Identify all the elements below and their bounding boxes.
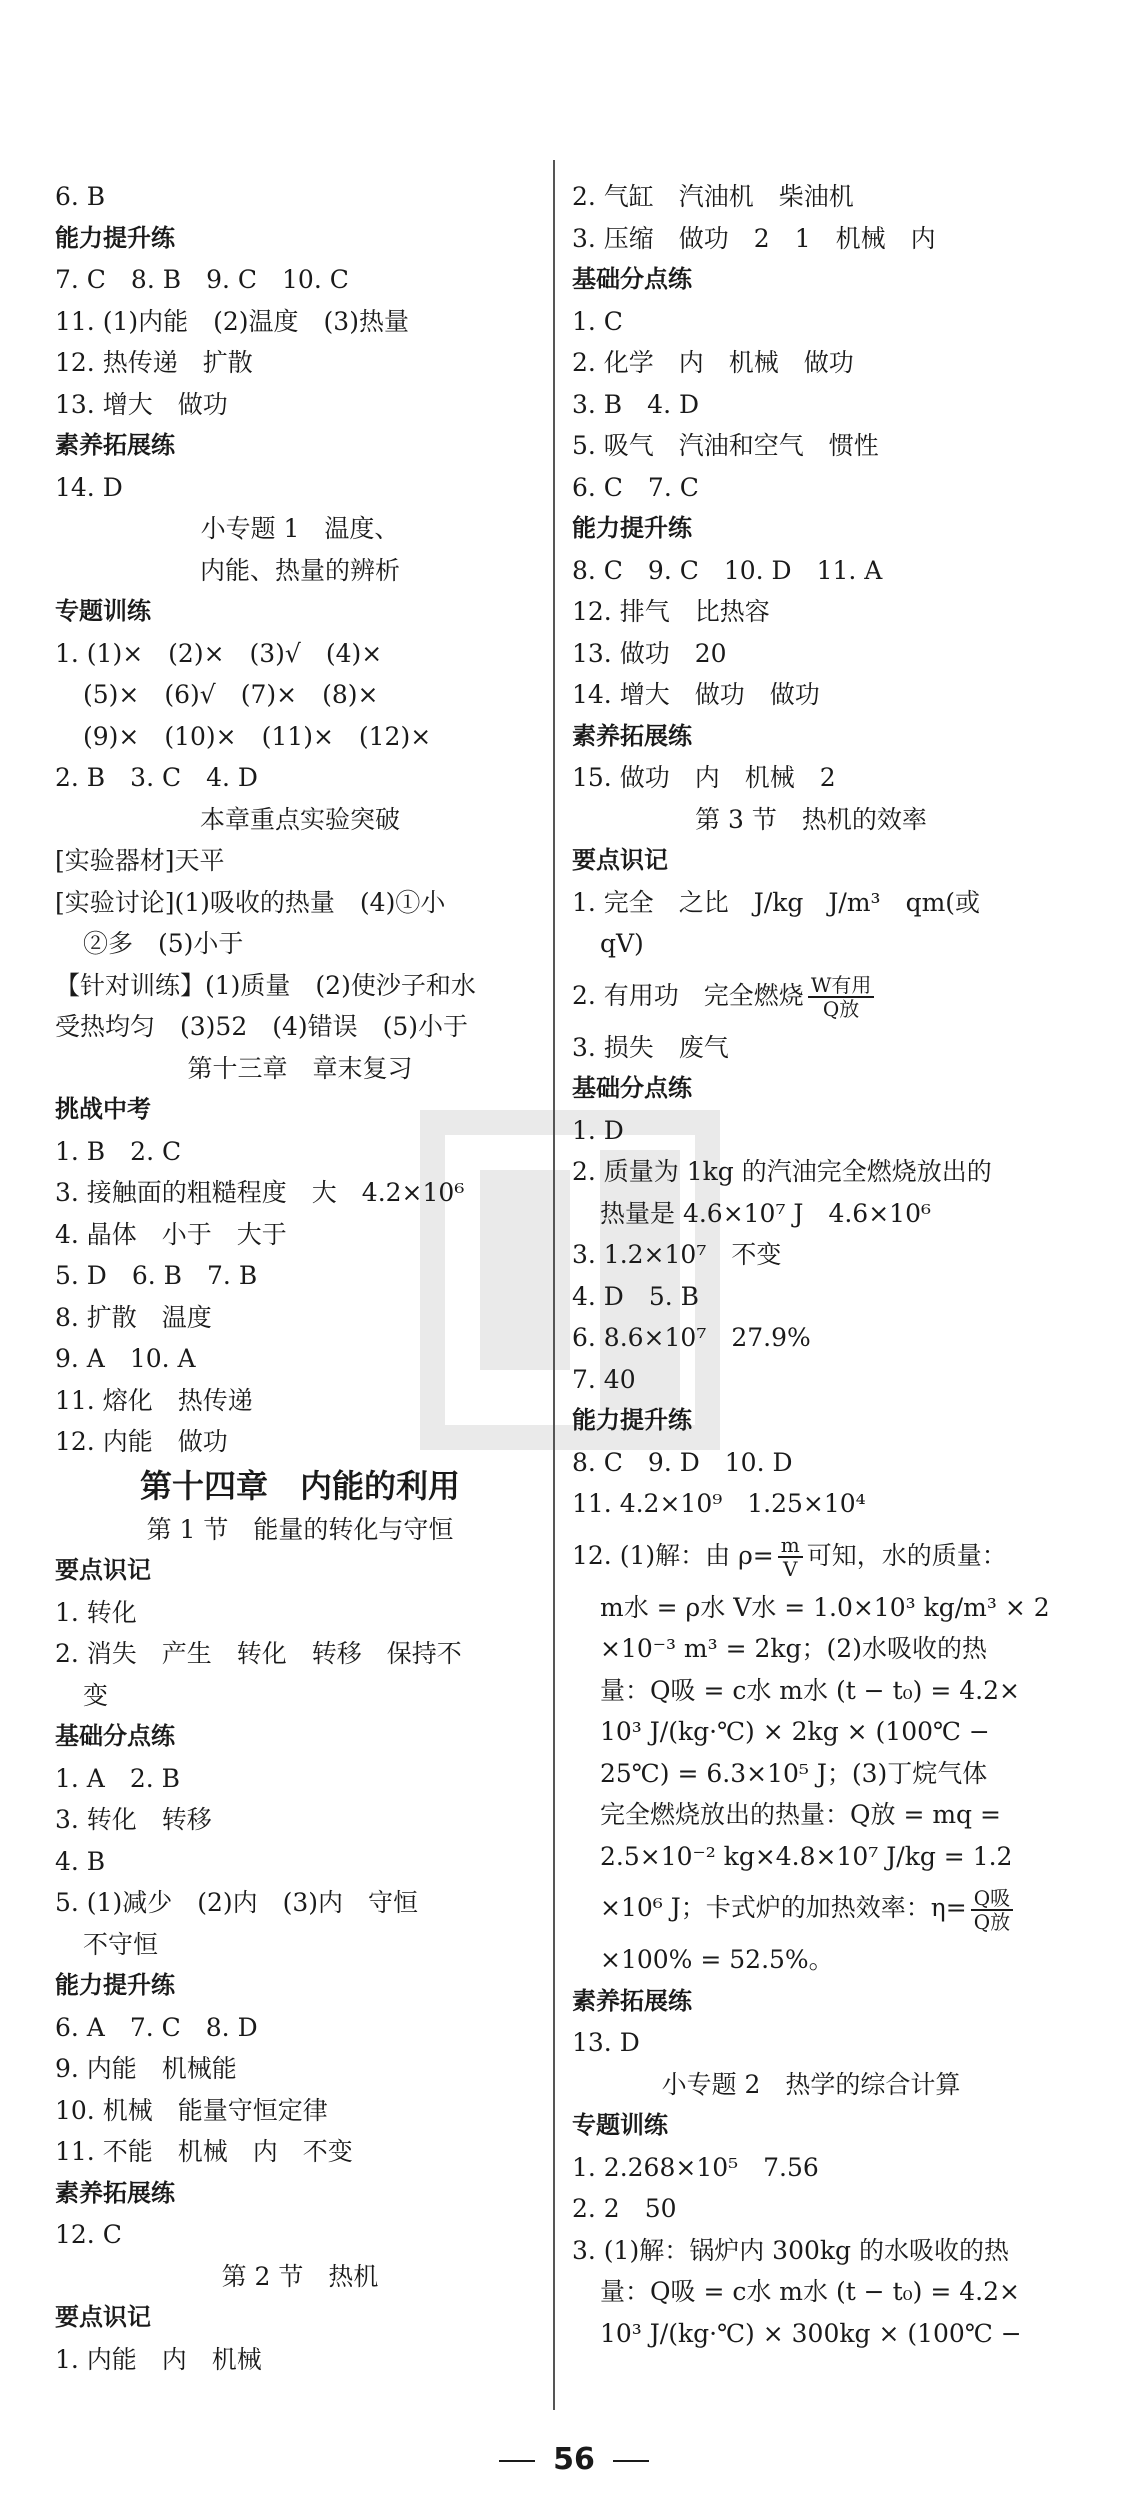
section-heading <box>572 716 1050 758</box>
line-text: 1. 内能 内 机械 <box>55 2344 262 2374</box>
fraction-denominator: Q放 <box>973 1909 1011 1934</box>
line-text: 专题训练 <box>55 597 151 625</box>
line-text: 1. 转化 <box>55 1597 137 1627</box>
answer-line <box>572 1027 1050 1069</box>
answer-line <box>572 1110 1050 1152</box>
line-text: 8. C 9. D 10. D <box>572 1447 793 1477</box>
line-text: 25℃) = 6.3×10⁵ J；(3)丁烷气体 <box>600 1758 988 1788</box>
line-text: 13. 做功 20 <box>572 638 727 668</box>
line-text: ×10⁻³ m³ = 2kg；(2)水吸收的热 <box>600 1634 987 1663</box>
answer-line <box>572 467 1050 509</box>
line-text: (5)× (6)√ (7)× (8)× <box>83 680 379 709</box>
answer-line <box>55 840 545 882</box>
answer-line <box>572 1359 1050 1401</box>
line-text: 12. 内能 做功 <box>55 1427 228 1456</box>
section-title <box>55 1509 545 1551</box>
line-text: 2. 气缸 汽油机 柴油机 <box>572 182 854 211</box>
answer-line <box>55 1421 545 1463</box>
fraction-numerator: m <box>778 1534 803 1558</box>
answer-line <box>55 1131 545 1173</box>
answer-line <box>55 1006 545 1048</box>
line-text: 1. D <box>572 1115 624 1145</box>
line-text: 热量是 4.6×10⁷ J 4.6×10⁶ <box>600 1198 931 1228</box>
line-text: ②多 (5)小于 <box>83 929 244 958</box>
answer-line <box>572 2022 1050 2064</box>
line-text: qV) <box>600 929 644 958</box>
line-text: 要点识记 <box>55 2303 151 2331</box>
line-text: 2. 2 50 <box>572 2194 677 2223</box>
line-text: 专题训练 <box>572 2111 668 2139</box>
line-text: 能力提升练 <box>572 1406 692 1434</box>
answer-line <box>572 218 1050 260</box>
line-text: 4. 晶体 小于 大于 <box>55 1219 287 1249</box>
section-heading <box>572 1400 1050 1442</box>
line-text: 4. B <box>55 1846 106 1876</box>
line-text: 10³ J/(kg·℃) × 2kg × (100℃ − <box>600 1717 990 1746</box>
line-text: 3. B 4. D <box>572 389 700 419</box>
page-number: 56 <box>553 2442 595 2477</box>
answer-line <box>55 1172 545 1214</box>
answer-line <box>572 550 1050 592</box>
line-text: 3. 转化 转移 <box>55 1805 212 1834</box>
line-text: 1. 完全 之比 J/kg J/m³ qm(或 <box>572 887 981 917</box>
answer-line <box>55 1255 545 1297</box>
line-text: 8. C 9. C 10. D 11. A <box>572 555 883 585</box>
line-text: 第 3 节 热机的效率 <box>695 804 927 834</box>
line-text: 2. B 3. C 4. D <box>55 763 258 792</box>
answer-line <box>55 1338 545 1380</box>
answer-line <box>55 1633 545 1675</box>
section-heading <box>55 2297 545 2339</box>
line-text: 10³ J/(kg·℃) × 300kg × (100℃ − <box>600 2318 1022 2348</box>
line-text: 素养拓展练 <box>55 431 175 459</box>
line-text: 13. 增大 做功 <box>55 389 228 419</box>
line-text: 本章重点实验突破 <box>199 804 400 834</box>
line-text: 9. A 10. A <box>55 1344 196 1373</box>
answer-line <box>572 1276 1050 1318</box>
line-text: 要点识记 <box>572 846 668 874</box>
section-title <box>55 550 545 592</box>
answer-line-continued <box>55 923 545 965</box>
chapter-title <box>55 1463 545 1509</box>
section-heading <box>572 1981 1050 2023</box>
line-text: 2. 消失 产生 转化 转移 保持不 <box>55 1639 462 1668</box>
answer-line-continued <box>572 1193 1050 1235</box>
fraction-denominator: Q放 <box>822 997 860 1021</box>
answer-line <box>55 1758 545 1800</box>
answer-line-continued <box>572 1794 1050 1836</box>
section-heading <box>572 1068 1050 1110</box>
line-text: (9)× (10)× (11)× (12)× <box>83 721 432 751</box>
line-text: 12. (1)解：由 ρ= <box>572 1540 774 1570</box>
line-text: 挑战中考 <box>55 1095 151 1123</box>
answer-line-continued <box>572 2271 1050 2313</box>
answer-line-continued <box>572 1753 1050 1795</box>
line-text: 5. D 6. B 7. B <box>55 1261 258 1290</box>
answer-line <box>55 467 545 509</box>
line-text: 第 2 节 热机 <box>221 2261 379 2291</box>
section-title <box>55 1048 545 1090</box>
line-text: 4. D 5. B <box>572 1281 700 1311</box>
answer-line-continued <box>55 674 545 716</box>
answer-line <box>55 1799 545 1841</box>
answer-line-continued <box>55 1924 545 1966</box>
line-text: 5. (1)减少 (2)内 (3)内 守恒 <box>55 1888 419 1917</box>
line-text: 1. A 2. B <box>55 1763 181 1793</box>
answer-line <box>572 633 1050 675</box>
answer-line <box>55 2339 545 2381</box>
line-text: 素养拓展练 <box>55 2178 175 2207</box>
line-text: 6. B <box>55 182 106 211</box>
line-text: 能力提升练 <box>55 223 175 252</box>
answer-line <box>572 757 1050 799</box>
line-text: 9. 内能 机械能 <box>55 2054 237 2083</box>
answer-line <box>55 757 545 799</box>
answer-line <box>55 1297 545 1339</box>
line-text: 第十四章 内能的利用 <box>139 1466 460 1505</box>
line-text: 14. 增大 做功 做功 <box>572 680 820 709</box>
line-text: 量：Q吸 = c水 m水 (t − t₀) = 4.2× <box>600 2277 1020 2306</box>
line-text: ×100% = 52.5%。 <box>600 1945 834 1974</box>
answer-line <box>572 342 1050 384</box>
answer-line-continued <box>572 1670 1050 1712</box>
line-text: 素养拓展练 <box>572 721 692 750</box>
line-text: 基础分点练 <box>572 1074 692 1102</box>
line-text: 12. C <box>55 2220 122 2249</box>
line-text: 6. A 7. C 8. D <box>55 2012 258 2042</box>
answer-line-continued <box>55 716 545 758</box>
answer-column-left <box>55 176 545 2380</box>
answer-line <box>572 674 1050 716</box>
answer-line-continued <box>55 1675 545 1717</box>
line-text-suffix: 可知，水的质量： <box>806 1540 1007 1570</box>
line-text: 2.5×10⁻² kg×4.8×10⁷ J/kg = 1.2 <box>600 1841 1013 1871</box>
answer-line <box>55 2090 545 2132</box>
line-text: 2. 质量为 1kg 的汽油完全燃烧放出的 <box>572 1157 992 1186</box>
line-text: 13. D <box>572 2028 640 2057</box>
line-text: 1. 2.268×10⁵ 7.56 <box>572 2152 819 2182</box>
line-text: 能力提升练 <box>55 1971 175 1999</box>
answer-line <box>572 1483 1050 1525</box>
answer-line-continued <box>572 1628 1050 1670</box>
section-heading <box>572 508 1050 550</box>
fraction <box>808 974 875 1020</box>
line-text: 12. 排气 比热容 <box>572 597 770 626</box>
line-text: 7. C 8. B 9. C 10. C <box>55 265 349 294</box>
line-text: [实验器材]天平 <box>55 846 225 875</box>
line-text: 7. 40 <box>572 1364 636 1394</box>
line-text: 11. 4.2×10⁹ 1.25×10⁴ <box>572 1489 866 1518</box>
line-text: 内能、热量的辨析 <box>199 555 400 585</box>
answer-line <box>55 1882 545 1924</box>
answer-line-formula <box>572 965 1050 1027</box>
section-heading <box>55 1089 545 1131</box>
answer-line <box>572 1317 1050 1359</box>
line-text: 1. C <box>572 306 623 336</box>
line-text: 3. 接触面的粗糙程度 大 4.2×10⁶ <box>55 1178 465 1207</box>
line-text: 11. (1)内能 (2)温度 (3)热量 <box>55 306 409 336</box>
answer-line <box>55 2048 545 2090</box>
answer-line-continued <box>572 1939 1050 1981</box>
section-heading <box>55 1965 545 2007</box>
line-text: 11. 熔化 热传递 <box>55 1385 253 1415</box>
line-text: 1. B 2. C <box>55 1136 182 1166</box>
line-text: 11. 不能 机械 内 不变 <box>55 2137 353 2166</box>
line-text: 10. 机械 能量守恒定律 <box>55 2095 328 2125</box>
answer-line <box>55 1214 545 1256</box>
line-text: 基础分点练 <box>572 265 692 293</box>
line-text: 15. 做功 内 机械 2 <box>572 763 836 792</box>
line-text: 12. 热传递 扩散 <box>55 348 253 377</box>
line-text: 2. 化学 内 机械 做功 <box>572 348 854 377</box>
line-text: 小专题 1 温度、 <box>200 514 400 543</box>
column-divider <box>553 160 555 2410</box>
fraction-numerator: Q吸 <box>971 1887 1013 1911</box>
answer-line-formula <box>572 1877 1050 1939</box>
answer-line <box>55 384 545 426</box>
answer-line <box>572 882 1050 924</box>
answer-line <box>55 2131 545 2173</box>
section-heading <box>55 218 545 260</box>
answer-line <box>55 882 545 924</box>
answer-line <box>572 176 1050 218</box>
answer-line <box>572 2230 1050 2272</box>
answer-line <box>572 2188 1050 2230</box>
line-text: 【针对训练】(1)质量 (2)使沙子和水 <box>55 970 476 1000</box>
answer-column-right <box>572 176 1050 2354</box>
line-text: 要点识记 <box>55 1556 151 1584</box>
line-text: m水 = ρ水 V水 = 1.0×10³ kg/m³ × 2 <box>600 1592 1050 1622</box>
line-text: ×10⁶ J；卡式炉的加热效率：η= <box>600 1893 967 1922</box>
line-text: 6. 8.6×10⁷ 27.9% <box>572 1323 811 1352</box>
line-text: [实验讨论](1)吸收的热量 (4)①小 <box>55 887 446 917</box>
answer-line <box>572 384 1050 426</box>
line-text: 完全燃烧放出的热量：Q放 = mq = <box>600 1800 1001 1829</box>
line-text: 8. 扩散 温度 <box>55 1302 212 1332</box>
page-number-footer <box>0 2442 1148 2477</box>
section-heading <box>55 1716 545 1758</box>
line-text: 第 1 节 能量的转化与守恒 <box>146 1514 454 1544</box>
line-text: 3. (1)解：锅炉内 300kg 的水吸收的热 <box>572 2235 1009 2265</box>
line-text: 基础分点练 <box>55 1722 175 1750</box>
answer-line <box>55 1380 545 1422</box>
answer-line <box>572 301 1050 343</box>
answer-line <box>55 259 545 301</box>
footer-dash-right <box>613 2460 649 2462</box>
footer-dash-left <box>499 2460 535 2462</box>
answer-line <box>572 591 1050 633</box>
line-text: 不守恒 <box>83 1929 159 1959</box>
answer-line <box>55 301 545 343</box>
answer-line <box>55 176 545 218</box>
line-text: 量：Q吸 = c水 m水 (t − t₀) = 4.2× <box>600 1675 1020 1705</box>
line-text: 6. C 7. C <box>572 472 699 502</box>
section-title <box>572 2064 1050 2106</box>
section-title <box>55 799 545 841</box>
answer-line-formula <box>572 1525 1050 1587</box>
section-heading <box>572 259 1050 301</box>
answer-line-continued <box>572 2313 1050 2355</box>
line-text: 1. (1)× (2)× (3)√ (4)× <box>55 638 383 668</box>
section-heading <box>55 2173 545 2215</box>
line-text: 2. 有用功 完全燃烧 <box>572 980 804 1010</box>
section-title <box>55 2256 545 2298</box>
answer-line <box>572 425 1050 467</box>
answer-line <box>572 1442 1050 1484</box>
answer-line <box>55 2214 545 2256</box>
answer-line <box>55 1841 545 1883</box>
answer-line <box>55 1592 545 1634</box>
line-text: 能力提升练 <box>572 514 692 542</box>
answer-line <box>55 633 545 675</box>
line-text: 变 <box>83 1680 109 1710</box>
section-heading <box>55 425 545 467</box>
answer-line-continued <box>572 1836 1050 1878</box>
section-heading <box>572 2105 1050 2147</box>
line-text: 第十三章 章末复习 <box>187 1053 413 1083</box>
answer-line <box>572 1234 1050 1276</box>
line-text: 素养拓展练 <box>572 1986 692 2015</box>
section-heading <box>55 1550 545 1592</box>
answer-line-continued <box>572 1711 1050 1753</box>
line-text: 5. 吸气 汽油和空气 惯性 <box>572 431 879 460</box>
section-heading <box>55 591 545 633</box>
line-text: 14. D <box>55 472 123 502</box>
line-text: 3. 压缩 做功 2 1 机械 内 <box>572 223 936 253</box>
answer-line-continued <box>572 923 1050 965</box>
answer-line <box>55 965 545 1007</box>
answer-line <box>572 2147 1050 2189</box>
fraction <box>971 1887 1013 1933</box>
answer-line <box>572 1151 1050 1193</box>
line-text: 3. 损失 废气 <box>572 1032 729 1062</box>
line-text: 3. 1.2×10⁷ 不变 <box>572 1240 782 1269</box>
fraction-numerator: W有用 <box>808 974 875 998</box>
line-text: 受热均匀 (3)52 (4)错误 (5)小于 <box>55 1012 469 1041</box>
line-text: 小专题 2 热学的综合计算 <box>661 2069 961 2099</box>
section-title <box>55 508 545 550</box>
answer-line-continued <box>572 1587 1050 1629</box>
section-heading <box>572 840 1050 882</box>
fraction <box>778 1534 803 1580</box>
section-title <box>572 799 1050 841</box>
answer-line <box>55 342 545 384</box>
fraction-denominator: V <box>782 1557 798 1581</box>
answer-line <box>55 2007 545 2049</box>
